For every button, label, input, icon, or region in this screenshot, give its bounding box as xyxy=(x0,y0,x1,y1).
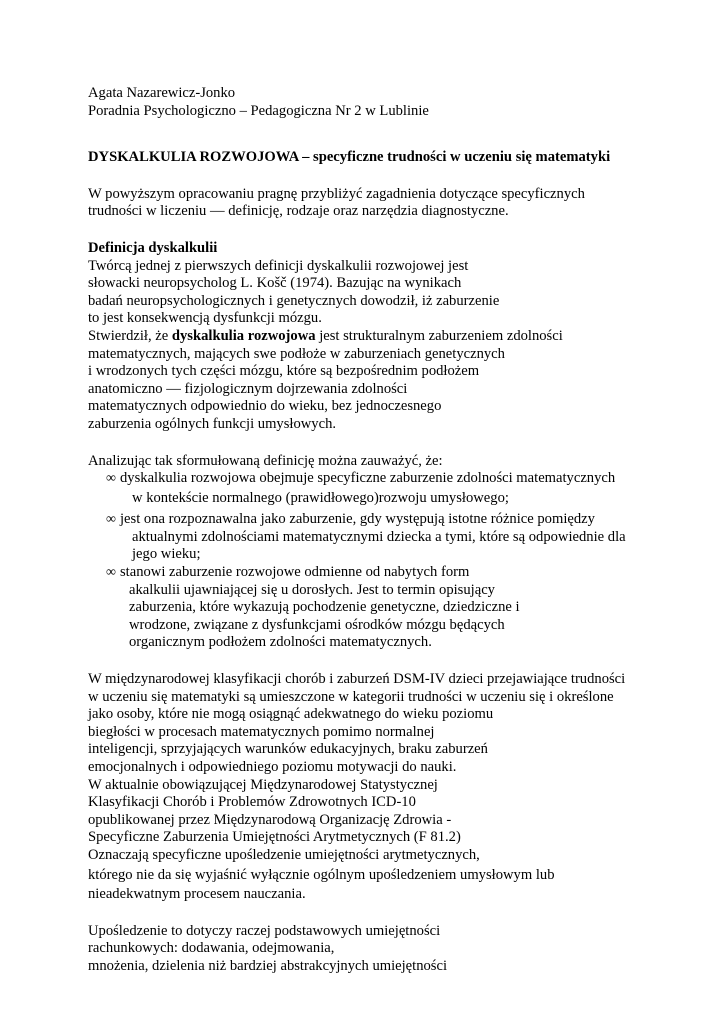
classification-line: Specyficzne Zaburzenia Umiejętności Arytmetycznych (F 81.2) xyxy=(88,829,461,846)
analysis-bullet-list xyxy=(88,470,698,652)
stated-pre: Stwierdził, że xyxy=(88,327,172,344)
bullet-line: organicznym podłożem zdolności matematycznych. xyxy=(129,634,432,651)
impairment-line: rachunkowych: dodawania, odejmowania, xyxy=(88,940,335,957)
classification-line: jako osoby, które nie mogą osiągnąć adekwatnego do wieku poziomu xyxy=(88,706,494,723)
document-title: DYSKALKULIA ROZWOJOWA – specyficzne trudności w uczeniu się matematyki xyxy=(88,149,611,166)
bullet-line: zaburzenia, które wykazują pochodzenie genetyczne, dziedziczne i xyxy=(129,599,520,616)
definition-line: Twórcą jednej z pierwszych definicji dyskalkulii rozwojowej jest xyxy=(88,257,469,274)
bullet-line: wrodzone, związane z dysfunkcjami ośrodków mózgu będących xyxy=(129,616,505,633)
impairment-line: mnożenia, dzielenia niż bardziej abstrakcyjnych umiejętności xyxy=(88,957,448,974)
classification-line: którego nie da się wyjaśnić wyłącznie ogólnym upośledzeniem umysłowym lub xyxy=(88,866,555,883)
definition-line: to jest konsekwencją dysfunkcji mózgu. xyxy=(88,310,322,327)
stated-post: jest strukturalnym zaburzeniem zdolności xyxy=(315,327,563,344)
analysis-bullet xyxy=(88,470,698,507)
definition-line: matematycznych, mających swe podłoże w zaburzeniach genetycznych xyxy=(88,345,505,362)
definition-stated-line xyxy=(88,328,698,346)
bullet-line: dyskalkulia rozwojowa obejmuje specyficzne zaburzenie zdolności matematycznych xyxy=(120,470,616,487)
classification-line: inteligencji, sprzyjających warunków edukacyjnych, braku zaburzeń xyxy=(88,741,488,758)
bullet-line: stanowi zaburzenie rozwojowe odmienne od nabytych form xyxy=(120,564,470,581)
bullet-line: w kontekście normalnego (prawidłowego)rozwoju umysłowego; xyxy=(132,489,509,506)
definition-line: słowacki neuropsycholog L. Košč (1974). Bazując na wynikach xyxy=(88,275,462,292)
intro-paragraph xyxy=(88,186,698,221)
definition-line: matematycznych odpowiednio do wieku, bez jednoczesnego xyxy=(88,398,442,415)
definition-section xyxy=(88,240,698,434)
analysis-lead: Analizując tak sformułowaną definicję można zauważyć, że: xyxy=(88,452,443,469)
classification-line: Oznaczają specyficzne upośledzenie umiejętności arytmetycznych, xyxy=(88,846,480,863)
infinity-bullet-icon: ∞ xyxy=(106,471,116,487)
definition-line: zaburzenia ogólnych funkcji umysłowych. xyxy=(88,415,337,432)
author-block xyxy=(88,85,698,120)
author-institution: Poradnia Psychologiczno – Pedagogiczna Nr 2 w Lublinie xyxy=(88,102,429,119)
analysis-bullet xyxy=(88,564,698,652)
intro-line: trudności w liczeniu — definicję, rodzaje oraz narzędzia diagnostyczne. xyxy=(88,203,509,220)
author-name: Agata Nazarewicz-Jonko xyxy=(88,85,236,101)
definition-heading: Definicja dyskalkulii xyxy=(88,239,218,256)
stated-bold-term: dyskalkulia rozwojowa xyxy=(171,327,316,344)
classification-line: nieadekwatnym procesem nauczania. xyxy=(88,886,306,903)
classification-paragraph xyxy=(88,671,698,904)
bullet-line: jego wieku; xyxy=(132,546,201,563)
analysis-bullet xyxy=(88,511,698,564)
impairment-line: Upośledzenie to dotyczy raczej podstawowych umiejętności xyxy=(88,922,441,939)
definition-line: anatomiczno — fizjologicznym dojrzewania zdolności xyxy=(88,380,408,397)
classification-line: W międzynarodowej klasyfikacji chorób i zaburzeń DSM-IV dzieci przejawiające trudności xyxy=(88,671,626,688)
classification-line: W aktualnie obowiązującej Międzynarodowej Statystycznej xyxy=(88,776,438,793)
infinity-bullet-icon: ∞ xyxy=(106,512,116,528)
bullet-line: aktualnymi zdolnościami matematycznymi dziecka a tymi, które są odpowiednie dla xyxy=(132,528,626,545)
classification-line: biegłości w procesach matematycznych pomimo normalnej xyxy=(88,723,435,740)
definition-line: i wrodzonych tych części mózgu, które są bezpośrednim podłożem xyxy=(88,363,480,380)
bullet-line: akalkulii ujawniającej się u dorosłych. Jest to termin opisujący xyxy=(129,581,495,598)
document-page xyxy=(88,85,698,976)
infinity-bullet-icon: ∞ xyxy=(106,565,116,581)
intro-line: W powyższym opracowaniu pragnę przybliżyć zagadnienia dotyczące specyficznych xyxy=(88,185,585,202)
definition-line: badań neuropsychologicznych i genetycznych dowodził, iż zaburzenie xyxy=(88,292,500,309)
classification-line: emocjonalnych i odpowiedniego poziomu motywacji do nauki. xyxy=(88,759,457,775)
classification-line: Klasyfikacji Chorób i Problemów Zdrowotnych ICD-10 xyxy=(88,794,416,811)
impairment-paragraph xyxy=(88,923,698,976)
bullet-line: jest ona rozpoznawalna jako zaburzenie, gdy występują istotne różnice pomiędzy xyxy=(120,511,595,528)
classification-line: opublikowanej przez Międzynarodową Organizację Zdrowia - xyxy=(88,811,452,828)
classification-line: w uczeniu się matematyki są umieszczone w kategorii trudności w uczeniu się i określone xyxy=(88,688,614,705)
